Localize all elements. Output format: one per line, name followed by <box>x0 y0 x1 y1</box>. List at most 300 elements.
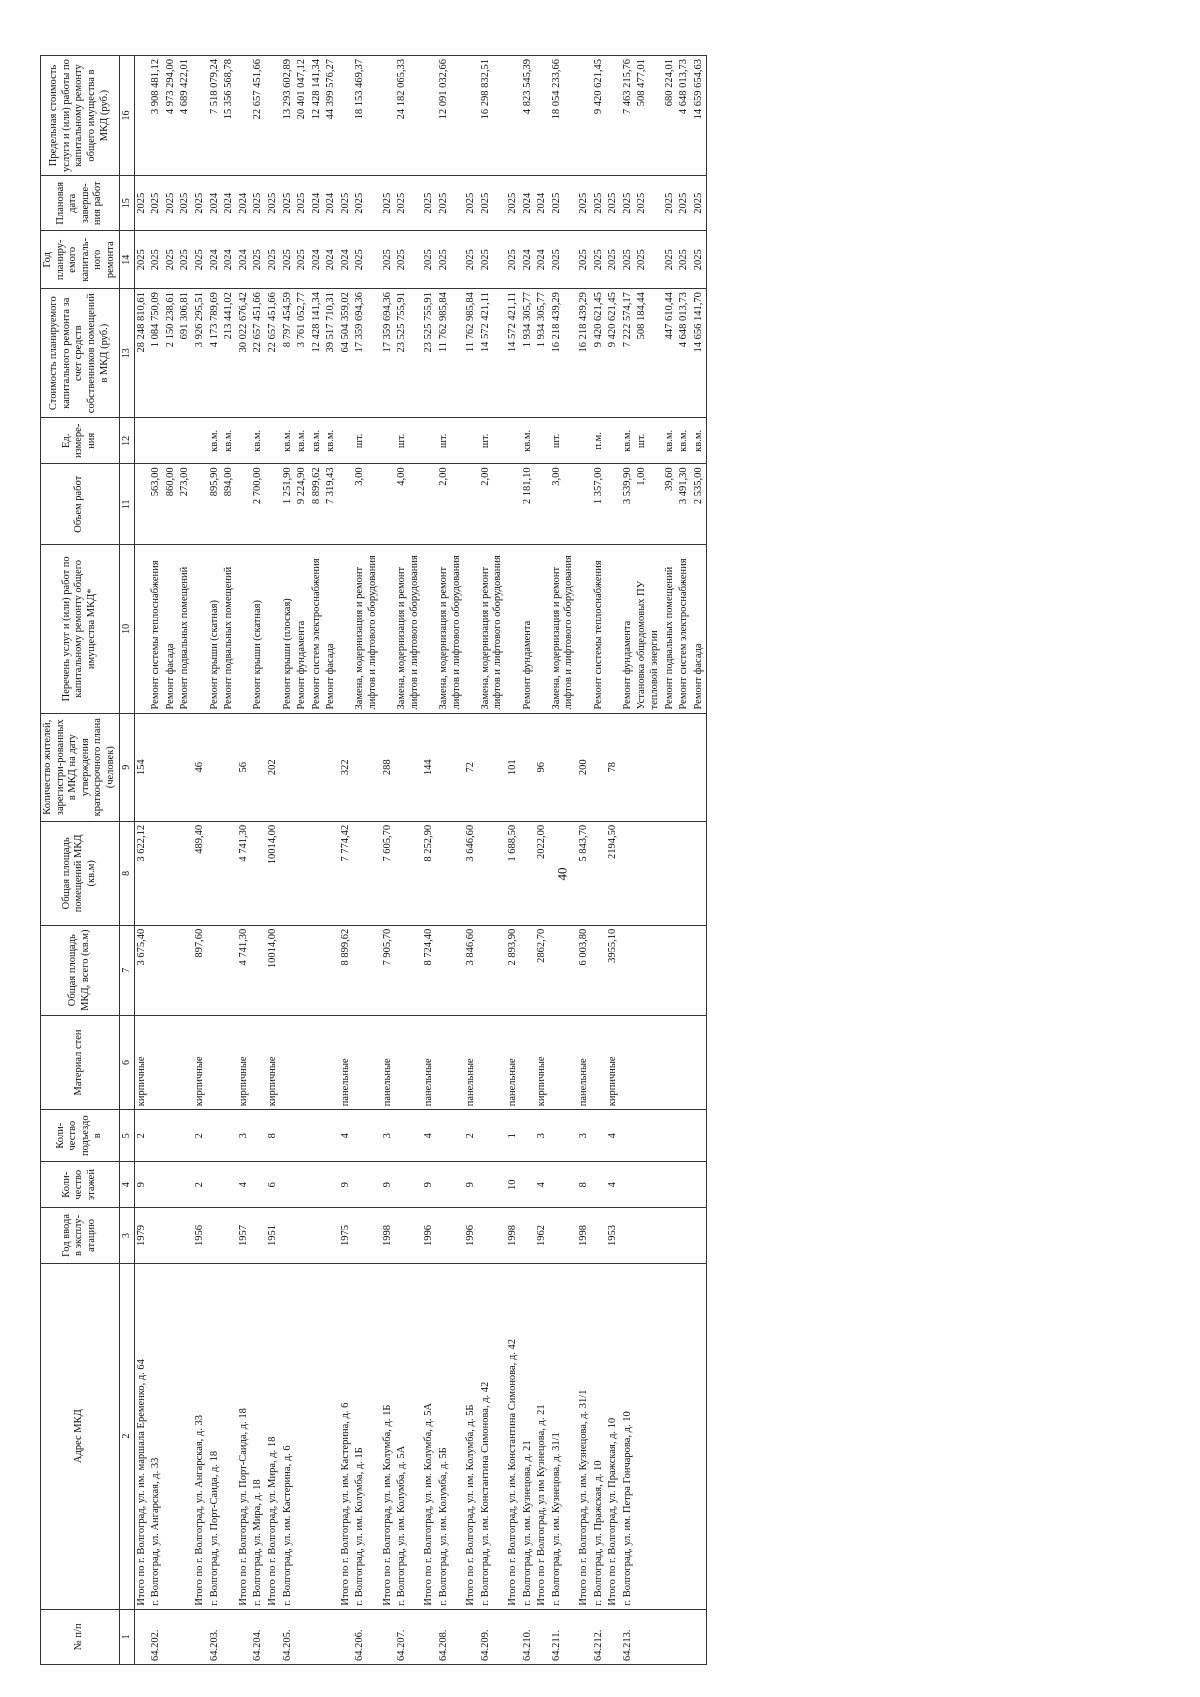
table-cell-col1 <box>178 1609 193 1664</box>
table-cell-col15: 2024 <box>324 176 339 231</box>
table-cell-col2: Итого по г. Волгоград, ул. им. Колумба, д. 1Б <box>381 1263 396 1609</box>
table-cell-col12 <box>506 418 521 464</box>
column-header-13: Стоимость планируемого капитального ремонта за счет средств собственников помещений в МКД (руб.) <box>41 289 120 418</box>
table-row <box>663 56 678 1665</box>
table-cell-col2 <box>164 1263 179 1609</box>
table-cell-col13: 4 648 013,73 <box>677 289 692 418</box>
table-cell-col1 <box>663 1609 678 1664</box>
table-cell-col9: 56 <box>237 713 252 821</box>
table-row <box>149 56 164 1665</box>
table-cell-col12 <box>535 418 550 464</box>
table-cell-col7 <box>353 925 380 1015</box>
table-cell-col10: Ремонт подвальных помещений <box>663 545 678 713</box>
table-cell-col16: 22 657 451,66 <box>251 56 266 176</box>
table-cell-col1 <box>535 1609 550 1664</box>
table-cell-col16 <box>237 56 252 176</box>
table-cell-col5 <box>295 1110 310 1162</box>
table-cell-col3 <box>251 1208 266 1263</box>
table-cell-col6 <box>222 1015 237 1110</box>
table-cell-col15: 2025 <box>479 176 506 231</box>
table-cell-col14: 2025 <box>149 231 164 289</box>
table-cell-col11: 7 319,43 <box>324 464 339 545</box>
table-cell-col5 <box>324 1110 339 1162</box>
table-cell-col16: 7 518 079,24 <box>208 56 223 176</box>
table-cell-col10 <box>266 545 281 713</box>
table-cell-col4 <box>281 1162 296 1208</box>
table-cell-col16: 20 401 047,12 <box>295 56 310 176</box>
table-cell-col8: 10014,00 <box>266 821 281 925</box>
table-cell-col7: 6 003,80 <box>577 925 592 1015</box>
table-cell-col12: п.м. <box>592 418 607 464</box>
table-cell-col3 <box>178 1208 193 1263</box>
table-cell-col6 <box>310 1015 325 1110</box>
table-cell-col6 <box>692 1015 707 1110</box>
table-cell-col3 <box>353 1208 380 1263</box>
column-number-8: 8 <box>119 821 134 925</box>
table-cell-col1 <box>606 1609 621 1664</box>
table-cell-col14: 2025 <box>266 231 281 289</box>
table-row <box>464 56 479 1665</box>
table-row <box>550 56 577 1665</box>
table-cell-col2: Итого по г. Волгоград, ул. Ангарская, д. 33 <box>193 1263 208 1609</box>
table-cell-col4 <box>295 1162 310 1208</box>
table-cell-col14: 2025 <box>251 231 266 289</box>
table-cell-col13: 3 761 052,77 <box>295 289 310 418</box>
table-cell-col16 <box>134 56 149 176</box>
table-cell-col10 <box>339 545 354 713</box>
table-cell-col12: кв.м. <box>251 418 266 464</box>
table-cell-col10: Ремонт фундамента <box>621 545 636 713</box>
table-cell-col2 <box>310 1263 325 1609</box>
table-cell-col3: 1953 <box>606 1208 621 1263</box>
table-cell-col7 <box>479 925 506 1015</box>
table-cell-col8 <box>592 821 607 925</box>
table-row <box>251 56 266 1665</box>
table-cell-col7 <box>149 925 164 1015</box>
table-cell-col10: Замена, модернизация и ремонт лифтов и лифтового оборудования <box>479 545 506 713</box>
table-cell-col6 <box>353 1015 380 1110</box>
table-cell-col1 <box>381 1609 396 1664</box>
table-cell-col4: 9 <box>381 1162 396 1208</box>
table-cell-col16 <box>506 56 521 176</box>
table-cell-col4 <box>208 1162 223 1208</box>
table-cell-col11 <box>381 464 396 545</box>
column-number-7: 7 <box>119 925 134 1015</box>
table-cell-col14: 2025 <box>621 231 636 289</box>
table-cell-col13: 16 218 439,29 <box>550 289 577 418</box>
table-row <box>506 56 521 1665</box>
table-cell-col5 <box>677 1110 692 1162</box>
table-cell-col2: г. Волгоград, ул. им. Константина Симонова, д. 42 <box>479 1263 506 1609</box>
table-cell-col6: панельные <box>464 1015 479 1110</box>
table-cell-col1: 64.210. <box>521 1609 536 1664</box>
table-cell-col3 <box>222 1208 237 1263</box>
table-cell-col16: 508 477,01 <box>635 56 662 176</box>
table-cell-col10: Замена, модернизация и ремонт лифтов и лифтового оборудования <box>395 545 422 713</box>
table-cell-col3: 1998 <box>381 1208 396 1263</box>
table-cell-col9 <box>222 713 237 821</box>
table-cell-col1 <box>266 1609 281 1664</box>
table-cell-col4: 4 <box>535 1162 550 1208</box>
table-cell-col14: 2025 <box>295 231 310 289</box>
table-cell-col8: 2022,00 <box>535 821 550 925</box>
table-cell-col6: панельные <box>381 1015 396 1110</box>
table-cell-col13: 1 084 750,09 <box>149 289 164 418</box>
column-number-12: 12 <box>119 418 134 464</box>
table-cell-col14: 2025 <box>577 231 592 289</box>
table-cell-col15: 2025 <box>266 176 281 231</box>
table-cell-col2: г. Волгоград, ул. им. Колумба, д. 1Б <box>353 1263 380 1609</box>
table-cell-col8 <box>692 821 707 925</box>
table-cell-col8 <box>479 821 506 925</box>
table-cell-col14: 2025 <box>677 231 692 289</box>
table-cell-col12 <box>193 418 208 464</box>
table-cell-col9 <box>592 713 607 821</box>
column-header-11: Объем работ <box>41 464 120 545</box>
table-cell-col12: кв.м. <box>310 418 325 464</box>
table-cell-col8 <box>310 821 325 925</box>
table-cell-col10: Замена, модернизация и ремонт лифтов и лифтового оборудования <box>353 545 380 713</box>
table-cell-col4 <box>178 1162 193 1208</box>
table-cell-col9: 72 <box>464 713 479 821</box>
table-cell-col7 <box>395 925 422 1015</box>
table-cell-col15: 2024 <box>535 176 550 231</box>
table-cell-col14: 2025 <box>506 231 521 289</box>
table-cell-col4: 9 <box>339 1162 354 1208</box>
table-cell-col9: 288 <box>381 713 396 821</box>
table-cell-col2: Итого по г. Волгоград, ул. им. Кастерина, д. 6 <box>339 1263 354 1609</box>
table-cell-col16: 13 293 602,89 <box>281 56 296 176</box>
rotated-page-content <box>40 55 1180 1665</box>
table-cell-col13: 22 657 451,66 <box>266 289 281 418</box>
table-row <box>422 56 437 1665</box>
table-cell-col7: 10014,00 <box>266 925 281 1015</box>
table-cell-col10 <box>535 545 550 713</box>
table-cell-col4 <box>149 1162 164 1208</box>
table-cell-col11: 2 535,00 <box>692 464 707 545</box>
table-cell-col2 <box>222 1263 237 1609</box>
table-cell-col13: 508 184,44 <box>635 289 662 418</box>
table-cell-col1 <box>577 1609 592 1664</box>
table-cell-col12 <box>149 418 164 464</box>
table-cell-col11 <box>464 464 479 545</box>
table-cell-col16 <box>577 56 592 176</box>
table-cell-col7: 3955,10 <box>606 925 621 1015</box>
table-cell-col16 <box>535 56 550 176</box>
table-cell-col11: 3,00 <box>353 464 380 545</box>
table-cell-col13: 22 657 451,66 <box>251 289 266 418</box>
table-cell-col9: 202 <box>266 713 281 821</box>
table-cell-col16 <box>606 56 621 176</box>
table-cell-col1: 64.209. <box>479 1609 506 1664</box>
table-cell-col12: шт. <box>479 418 506 464</box>
table-cell-col15: 2025 <box>381 176 396 231</box>
table-cell-col12 <box>339 418 354 464</box>
table-cell-col12: кв.м. <box>677 418 692 464</box>
table-cell-col15: 2025 <box>193 176 208 231</box>
table-cell-col1 <box>422 1609 437 1664</box>
table-cell-col12 <box>237 418 252 464</box>
table-cell-col15: 2025 <box>339 176 354 231</box>
table-cell-col2: г. Волгоград, ул. им. Кузнецова, д. 31/1 <box>550 1263 577 1609</box>
table-row <box>134 56 149 1665</box>
table-cell-col6 <box>479 1015 506 1110</box>
table-cell-col6 <box>663 1015 678 1110</box>
table-cell-col1: 64.204. <box>251 1609 266 1664</box>
table-cell-col14: 2025 <box>606 231 621 289</box>
table-cell-col1 <box>339 1609 354 1664</box>
table-cell-col16 <box>464 56 479 176</box>
table-cell-col5: 3 <box>237 1110 252 1162</box>
table-cell-col9 <box>550 713 577 821</box>
table-cell-col7: 8 724,40 <box>422 925 437 1015</box>
table-cell-col9 <box>663 713 678 821</box>
table-cell-col14: 2025 <box>395 231 422 289</box>
table-body <box>134 56 707 1665</box>
column-number-row <box>119 56 134 1665</box>
column-number-9: 9 <box>119 713 134 821</box>
table-cell-col4: 4 <box>237 1162 252 1208</box>
table-cell-col7 <box>178 925 193 1015</box>
table-cell-col11 <box>193 464 208 545</box>
table-cell-col12: кв.м. <box>222 418 237 464</box>
table-cell-col12: кв.м. <box>621 418 636 464</box>
column-header-4: Коли-чество этажей <box>41 1162 120 1208</box>
table-cell-col3: 1962 <box>535 1208 550 1263</box>
table-cell-col3: 1996 <box>422 1208 437 1263</box>
table-cell-col11: 2,00 <box>437 464 464 545</box>
table-row <box>237 56 252 1665</box>
table-cell-col12: кв.м. <box>663 418 678 464</box>
table-cell-col13: 8 797 454,59 <box>281 289 296 418</box>
table-cell-col10 <box>606 545 621 713</box>
table-cell-col1: 64.213. <box>621 1609 636 1664</box>
table-cell-col12 <box>422 418 437 464</box>
table-cell-col13: 9 420 621,45 <box>592 289 607 418</box>
table-cell-col11 <box>237 464 252 545</box>
table-cell-col14: 2025 <box>464 231 479 289</box>
table-cell-col8 <box>635 821 662 925</box>
table-row <box>281 56 296 1665</box>
table-cell-col10 <box>577 545 592 713</box>
table-cell-col5 <box>521 1110 536 1162</box>
table-cell-col11 <box>339 464 354 545</box>
table-cell-col10: Ремонт крыши (скатная) <box>251 545 266 713</box>
column-header-5: Коли-чество подъездо в <box>41 1110 120 1162</box>
table-cell-col2 <box>663 1263 678 1609</box>
table-cell-col3 <box>550 1208 577 1263</box>
table-cell-col7 <box>310 925 325 1015</box>
table-cell-col16: 680 224,01 <box>663 56 678 176</box>
table-cell-col8 <box>663 821 678 925</box>
table-cell-col4 <box>550 1162 577 1208</box>
table-cell-col4 <box>251 1162 266 1208</box>
table-cell-col15: 2025 <box>464 176 479 231</box>
table-cell-col3 <box>692 1208 707 1263</box>
table-cell-col16: 7 463 215,76 <box>621 56 636 176</box>
column-number-14: 14 <box>119 231 134 289</box>
table-cell-col13: 12 428 141,34 <box>310 289 325 418</box>
table-cell-col4 <box>353 1162 380 1208</box>
table-cell-col11 <box>422 464 437 545</box>
table-cell-col16: 12 428 141,34 <box>310 56 325 176</box>
table-row <box>310 56 325 1665</box>
table-cell-col2 <box>692 1263 707 1609</box>
table-cell-col8 <box>178 821 193 925</box>
table-cell-col16: 15 356 568,78 <box>222 56 237 176</box>
table-cell-col15: 2025 <box>663 176 678 231</box>
table-cell-col14: 2024 <box>521 231 536 289</box>
column-number-10: 10 <box>119 545 134 713</box>
table-cell-col5 <box>149 1110 164 1162</box>
table-cell-col15: 2025 <box>134 176 149 231</box>
column-header-8: Общая площадь помещений МКД (кв.м) <box>41 821 120 925</box>
table-cell-col5: 1 <box>506 1110 521 1162</box>
table-cell-col15: 2025 <box>606 176 621 231</box>
column-header-15: Плановая дата заверше-ния работ <box>41 176 120 231</box>
table-cell-col11 <box>606 464 621 545</box>
table-cell-col12: шт. <box>353 418 380 464</box>
column-number-3: 3 <box>119 1208 134 1263</box>
table-cell-col3 <box>521 1208 536 1263</box>
table-cell-col6 <box>550 1015 577 1110</box>
table-cell-col7: 897,60 <box>193 925 208 1015</box>
table-cell-col13: 4 173 789,69 <box>208 289 223 418</box>
table-cell-col2: Итого по г. Волгоград, ул. им. Кузнецова, д. 31/1 <box>577 1263 592 1609</box>
table-row <box>606 56 621 1665</box>
table-cell-col14: 2025 <box>422 231 437 289</box>
table-cell-col4 <box>677 1162 692 1208</box>
table-cell-col1: 64.212. <box>592 1609 607 1664</box>
table-cell-col5: 4 <box>606 1110 621 1162</box>
table-cell-col5 <box>592 1110 607 1162</box>
table-cell-col15: 2024 <box>222 176 237 231</box>
table-cell-col8: 7 774,42 <box>339 821 354 925</box>
table-cell-col6 <box>635 1015 662 1110</box>
table-cell-col1 <box>310 1609 325 1664</box>
table-cell-col8 <box>521 821 536 925</box>
table-cell-col12 <box>577 418 592 464</box>
table-cell-col1: 64.211. <box>550 1609 577 1664</box>
table-cell-col9: 46 <box>193 713 208 821</box>
table-cell-col4 <box>222 1162 237 1208</box>
table-cell-col14: 2025 <box>437 231 464 289</box>
table-cell-col1 <box>692 1609 707 1664</box>
table-cell-col9 <box>178 713 193 821</box>
table-cell-col15: 2024 <box>237 176 252 231</box>
table-cell-col10 <box>193 545 208 713</box>
table-cell-col14: 2024 <box>339 231 354 289</box>
table-cell-col3 <box>164 1208 179 1263</box>
table-cell-col9: 200 <box>577 713 592 821</box>
table-cell-col13: 447 610,44 <box>663 289 678 418</box>
table-cell-col8: 3 622,12 <box>134 821 149 925</box>
table-cell-col14: 2025 <box>692 231 707 289</box>
table-cell-col6: панельные <box>506 1015 521 1110</box>
table-cell-col6 <box>592 1015 607 1110</box>
table-cell-col12 <box>164 418 179 464</box>
table-cell-col6 <box>437 1015 464 1110</box>
column-number-1: 1 <box>119 1609 134 1664</box>
table-cell-col2 <box>635 1263 662 1609</box>
table-cell-col6: кирпичные <box>266 1015 281 1110</box>
table-cell-col9 <box>437 713 464 821</box>
table-cell-col4: 4 <box>606 1162 621 1208</box>
table-row <box>535 56 550 1665</box>
table-cell-col16: 3 908 481,12 <box>149 56 164 176</box>
table-cell-col11 <box>266 464 281 545</box>
table-cell-col9 <box>521 713 536 821</box>
table-cell-col5: 2 <box>464 1110 479 1162</box>
table-cell-col3: 1998 <box>506 1208 521 1263</box>
table-cell-col4 <box>437 1162 464 1208</box>
table-cell-col13: 691 306,81 <box>178 289 193 418</box>
table-cell-col13: 213 441,02 <box>222 289 237 418</box>
table-cell-col2: г. Волгоград, ул. Мира, д. 18 <box>251 1263 266 1609</box>
table-cell-col2: Итого по г. Волгоград, ул. им. маршала Еременко, д. 64 <box>134 1263 149 1609</box>
table-cell-col14: 2025 <box>550 231 577 289</box>
table-cell-col10: Установка общедомовых ПУ тепловой энергии <box>635 545 662 713</box>
table-cell-col6 <box>324 1015 339 1110</box>
column-number-13: 13 <box>119 289 134 418</box>
table-cell-col6 <box>521 1015 536 1110</box>
table-cell-col2 <box>178 1263 193 1609</box>
table-cell-col15: 2025 <box>592 176 607 231</box>
table-cell-col16: 4 823 545,39 <box>521 56 536 176</box>
table-cell-col7 <box>677 925 692 1015</box>
table-cell-col8 <box>677 821 692 925</box>
table-cell-col8: 8 252,90 <box>422 821 437 925</box>
table-cell-col4: 8 <box>577 1162 592 1208</box>
table-cell-col2: г. Волгоград, ул. Пражская, д. 10 <box>592 1263 607 1609</box>
table-cell-col9: 78 <box>606 713 621 821</box>
table-cell-col14: 2025 <box>635 231 662 289</box>
table-cell-col6 <box>281 1015 296 1110</box>
table-cell-col3: 1975 <box>339 1208 354 1263</box>
table-cell-col10 <box>381 545 396 713</box>
table-cell-col7: 8 899,62 <box>339 925 354 1015</box>
table-cell-col3 <box>677 1208 692 1263</box>
table-cell-col8 <box>324 821 339 925</box>
table-cell-col7 <box>635 925 662 1015</box>
table-cell-col15: 2025 <box>295 176 310 231</box>
column-header-3: Год ввода в эксплу-атацию <box>41 1208 120 1263</box>
table-cell-col4 <box>324 1162 339 1208</box>
column-header-7: Общая площадь МКД, всего (кв.м) <box>41 925 120 1015</box>
table-cell-col10 <box>422 545 437 713</box>
table-cell-col13: 17 359 694,36 <box>353 289 380 418</box>
table-cell-col13: 39 517 710,31 <box>324 289 339 418</box>
table-cell-col6: кирпичные <box>535 1015 550 1110</box>
table-cell-col7 <box>592 925 607 1015</box>
table-cell-col5: 2 <box>193 1110 208 1162</box>
table-cell-col8 <box>251 821 266 925</box>
table-cell-col10: Ремонт фундамента <box>521 545 536 713</box>
table-row <box>521 56 536 1665</box>
table-cell-col15: 2025 <box>422 176 437 231</box>
table-cell-col8 <box>621 821 636 925</box>
table-cell-col4 <box>164 1162 179 1208</box>
table-cell-col15: 2025 <box>692 176 707 231</box>
table-cell-col3: 1951 <box>266 1208 281 1263</box>
table-cell-col8 <box>281 821 296 925</box>
table-cell-col4 <box>692 1162 707 1208</box>
table-cell-col7: 7 905,70 <box>381 925 396 1015</box>
table-cell-col15: 2025 <box>178 176 193 231</box>
table-cell-col11: 860,00 <box>164 464 179 545</box>
table-cell-col8: 3 646,60 <box>464 821 479 925</box>
table-cell-col6: панельные <box>339 1015 354 1110</box>
